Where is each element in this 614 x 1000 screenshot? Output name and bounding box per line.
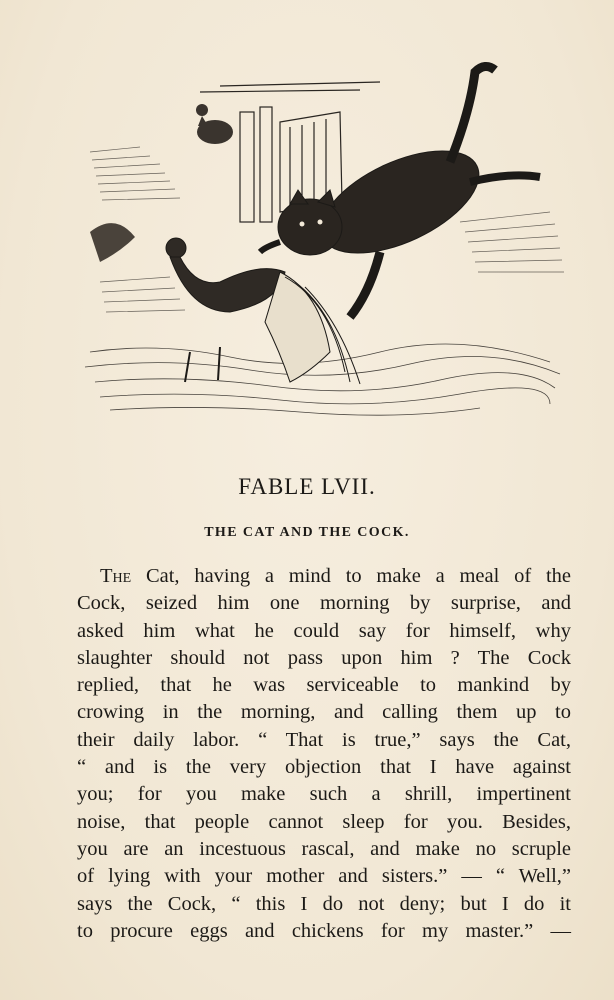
opening-word: The (100, 565, 132, 587)
fable-text (77, 563, 571, 945)
text-line-10: noise, that people cannot sleep for you. Besides, (77, 810, 571, 833)
text-line-11: you are an incestuous rascal, and make no scruple (77, 837, 571, 860)
text-line-6: crowing in the morning, and calling them up to (77, 701, 571, 724)
text-line-1: The Cat, having a mind to make a meal of the (100, 565, 571, 587)
text-line-8: “ and is the very objection that I have against (77, 756, 571, 779)
text-line-5: replied, that he was serviceable to mankind by (77, 674, 571, 697)
text-line-14: to procure eggs and chickens for my master.” — (77, 919, 571, 942)
text-line-7: their daily labor. “ That is true,” says the Cat, (77, 728, 571, 751)
text-line-9: you; for you make such a shrill, impertinent (77, 783, 571, 806)
text-line-3: asked him what he could say for himself, why (77, 619, 571, 642)
text-line-4: slaughter should not pass upon him ? The Cock (77, 646, 571, 669)
engraving-illustration (80, 52, 570, 422)
text-line-2: Cock, seized him one morning by surprise, and (77, 592, 571, 615)
fable-number-title: FABLE LVII. (238, 474, 376, 499)
text-line-12: of lying with your mother and sisters.” — “ Well,” (77, 865, 571, 888)
text-line-13: says the Cock, “ this I do not deny; but I do it (77, 892, 571, 915)
fable-name: THE CAT AND THE COCK. (204, 525, 410, 540)
